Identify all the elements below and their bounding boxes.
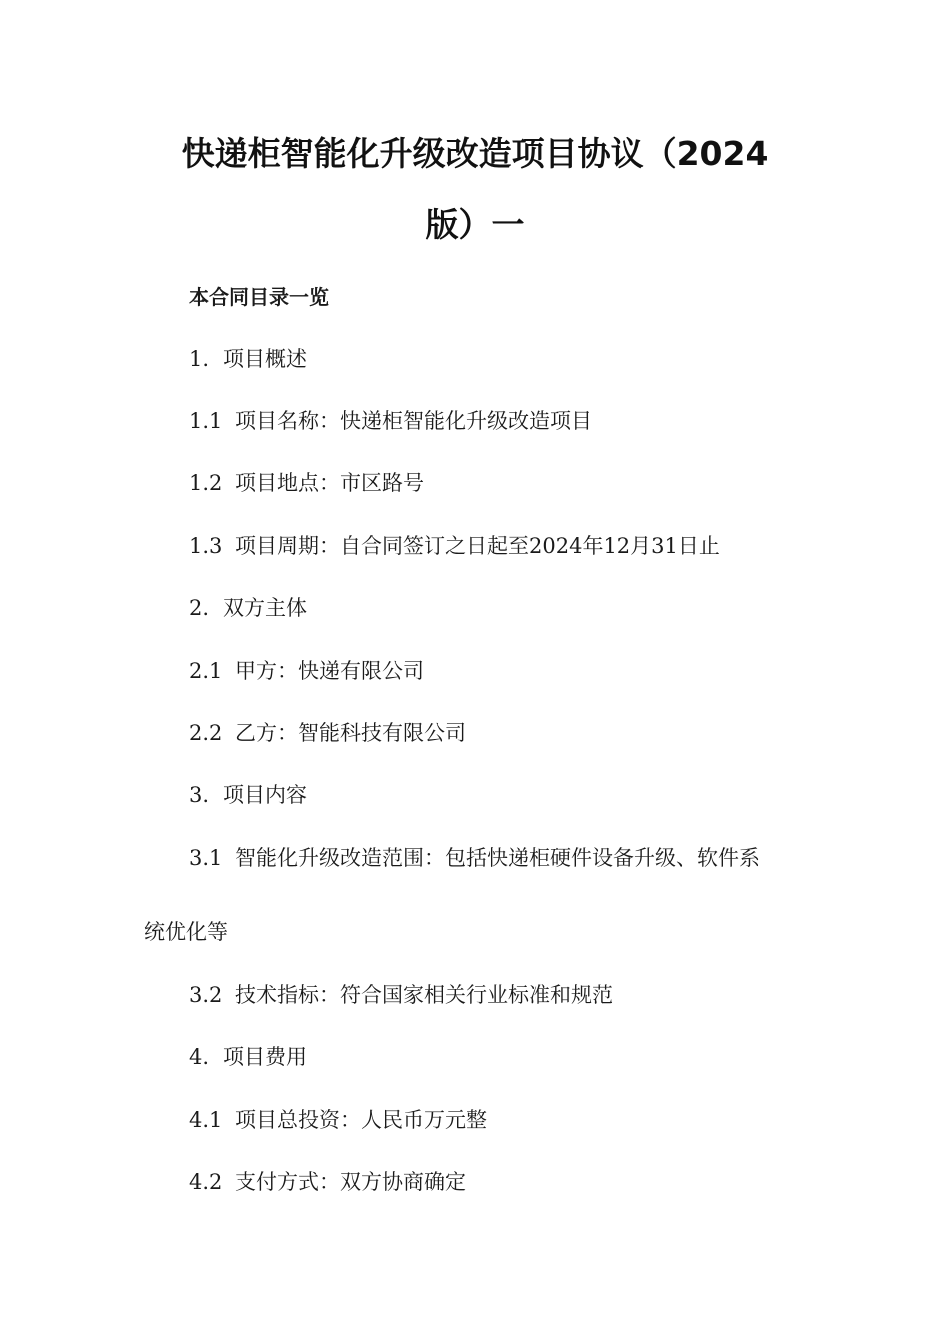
toc-item-number: 4.1	[189, 1108, 223, 1132]
toc-item-number: 1.3	[189, 534, 223, 558]
toc-item-number: 3.1	[189, 846, 223, 870]
document-title-line-2: 版）一	[425, 205, 525, 244]
toc-item	[189, 844, 760, 872]
toc-item	[189, 1168, 466, 1196]
toc-item	[189, 532, 720, 560]
toc-item-number: 3.	[189, 783, 210, 807]
toc-item-text: 支付方式：双方协商确定	[235, 1170, 466, 1194]
toc-item-continuation	[144, 918, 228, 946]
toc-item-text: 智能化升级改造范围：包括快递柜硬件设备升级、软件系	[235, 846, 760, 870]
toc-item-text: 项目概述	[223, 347, 307, 371]
toc-item-text: 项目周期：自合同签订之日起至2024年12月31日止	[235, 534, 720, 558]
toc-item-number: 2.	[189, 596, 210, 620]
toc-item-number: 2.1	[189, 659, 223, 683]
toc-item-text: 项目费用	[223, 1045, 307, 1069]
toc-item-text: 双方主体	[223, 596, 307, 620]
toc-item-text: 甲方：快递有限公司	[235, 659, 424, 683]
toc-item-text: 项目内容	[223, 783, 307, 807]
toc-item-number: 1.1	[189, 409, 223, 433]
toc-item	[189, 469, 424, 497]
toc-item-text: 项目地点：市区路号	[235, 471, 424, 495]
document-title-line-1: 快递柜智能化升级改造项目协议（2024	[181, 134, 769, 173]
toc-item-number: 1.2	[189, 471, 223, 495]
toc-item	[189, 719, 466, 747]
toc-item-number: 4.	[189, 1045, 210, 1069]
toc-item-number: 3.2	[189, 983, 223, 1007]
toc-item	[189, 781, 307, 809]
toc-item	[189, 594, 307, 622]
toc-item-text: 技术指标：符合国家相关行业标准和规范	[235, 983, 613, 1007]
toc-item-number: 4.2	[189, 1170, 223, 1194]
toc-item	[189, 981, 613, 1009]
toc-item-text: 项目名称：快递柜智能化升级改造项目	[235, 409, 592, 433]
toc-item-text: 乙方：智能科技有限公司	[235, 721, 466, 745]
toc-item-number: 2.2	[189, 721, 223, 745]
toc-heading: 本合同目录一览	[189, 285, 329, 309]
toc-item	[189, 1106, 487, 1134]
toc-item	[189, 345, 307, 373]
toc-item-text: 统优化等	[144, 920, 228, 944]
toc-item-text: 项目总投资：人民币万元整	[235, 1108, 487, 1132]
toc-item-number: 1.	[189, 347, 210, 371]
toc-item	[189, 657, 424, 685]
toc-item	[189, 407, 592, 435]
toc-item	[189, 1043, 307, 1071]
